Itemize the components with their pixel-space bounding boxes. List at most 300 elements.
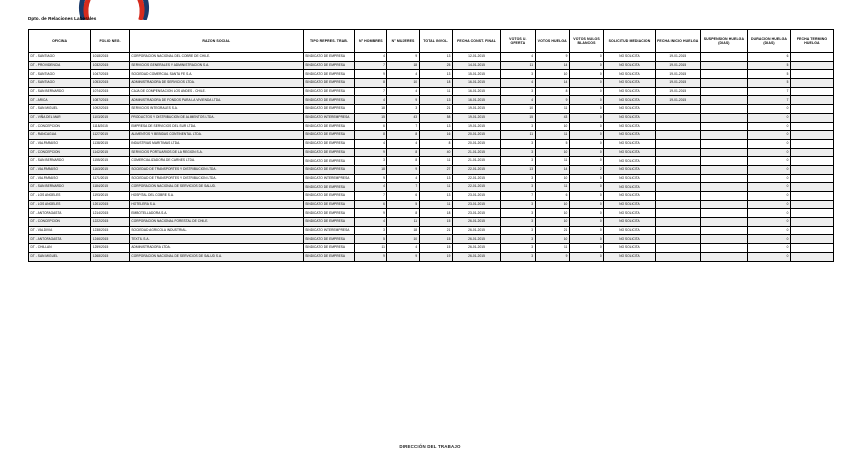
cell-razon: SOCIEDAD COMERCIAL SANTA FE S.A. (129, 70, 303, 79)
cell-hombres: 6 (355, 122, 387, 131)
cell-fecha_ini: 19-01-2015 (655, 96, 700, 105)
cell-votos_of: 15 (501, 113, 535, 122)
cell-oficina: DT - ARICA (29, 96, 91, 105)
cell-mujeres: 4 (387, 139, 419, 148)
cell-tipo: SINDICATO DE EMPRESA (303, 200, 355, 209)
cell-folio: 1193/2015 (91, 192, 130, 201)
cell-votos_nul: 0 (569, 235, 603, 244)
cell-hombres: 18 (355, 165, 387, 174)
cell-tipo: SINDICATO INTEREMPRESA (303, 226, 355, 235)
cell-tipo: SINDICATO INTEREMPRESA (303, 174, 355, 183)
cell-duracion: 0 (748, 105, 791, 114)
cell-total: 19 (419, 252, 452, 261)
cell-hombres: 8 (355, 79, 387, 88)
cell-folio: 1142/2015 (91, 148, 130, 157)
cell-votos_of: 3 (501, 200, 535, 209)
cell-mujeres: 6 (387, 192, 419, 201)
cell-total: 11 (419, 157, 452, 166)
cell-mujeres: 9 (387, 53, 419, 62)
cell-fecha_ini (655, 131, 700, 140)
cell-votos_nul: 0 (569, 157, 603, 166)
table-row[interactable] (29, 165, 834, 174)
cell-fecha_term (790, 200, 833, 209)
cell-total: 13 (419, 122, 452, 131)
cell-suspension (700, 209, 747, 218)
cell-duracion: 0 (748, 131, 791, 140)
cell-total: 21 (419, 226, 452, 235)
cell-folio: 1138/2015 (91, 139, 130, 148)
cell-duracion: 0 (748, 165, 791, 174)
cell-total: 13 (419, 192, 452, 201)
cell-duracion: 5 (748, 61, 791, 70)
cell-fecha_ini (655, 183, 700, 192)
cell-razon: ADMINISTRADORA DE SERVICIOS LTDA. (129, 79, 303, 88)
cell-votos_nul: 0 (569, 131, 603, 140)
cell-total: 13 (419, 96, 452, 105)
cell-fecha_term (790, 131, 833, 140)
cell-mujeres: 18 (387, 61, 419, 70)
cell-votos_of: 3 (501, 183, 535, 192)
cell-oficina: DT - VALPARAISO (29, 174, 91, 183)
cell-fecha_ini (655, 218, 700, 227)
cell-fecha_ini: 19-01-2015 (655, 53, 700, 62)
cell-solicitud: NO SOLICITA (604, 218, 656, 227)
cell-votos_hu: 10 (535, 70, 569, 79)
cell-oficina: DT - SAN MIGUEL (29, 105, 91, 114)
cell-razon: CAJA DE COMPENSACION LOS ANDES - CHILE. (129, 87, 303, 96)
cell-tipo: SINDICATO DE EMPRESA (303, 183, 355, 192)
cell-total: 18 (419, 209, 452, 218)
cell-fecha_const: 20-01-2015 (452, 139, 500, 148)
cell-fecha_ini (655, 148, 700, 157)
cell-tipo: SINDICATO DE EMPRESA (303, 87, 355, 96)
cell-razon: SERVICIOS GENERALES Y ADMINISTRACION S.A. (129, 61, 303, 70)
cell-solicitud: NO SOLICITA (604, 165, 656, 174)
cell-duracion: 0 (748, 218, 791, 227)
cell-solicitud: NO SOLICITA (604, 200, 656, 209)
cell-duracion: 6 (748, 53, 791, 62)
cell-mujeres: 10 (387, 79, 419, 88)
cell-oficina: DT - VALDIVIA (29, 226, 91, 235)
cell-solicitud: NO SOLICITA (604, 226, 656, 235)
cell-votos_nul: 0 (569, 79, 603, 88)
cell-fecha_term (790, 174, 833, 183)
cell-solicitud: NO SOLICITA (604, 87, 656, 96)
cell-oficina: DT - SAN BERNARDO (29, 87, 91, 96)
cell-oficina: DT - CONCEPCION (29, 122, 91, 131)
cell-suspension (700, 96, 747, 105)
table-row[interactable] (29, 96, 834, 105)
cell-tipo: SINDICATO DE EMPRESA (303, 70, 355, 79)
cell-solicitud: NO SOLICITA (604, 174, 656, 183)
cell-votos_nul: 0 (569, 244, 603, 253)
cell-mujeres: 9 (387, 96, 419, 105)
cell-fecha_const: 26-01-2015 (452, 244, 500, 253)
cell-votos_nul: 0 (569, 113, 603, 122)
cell-fecha_ini: 19-01-2015 (655, 87, 700, 96)
cell-mujeres: 9 (387, 165, 419, 174)
cell-oficina: DT - CHILLAN (29, 244, 91, 253)
cell-votos_hu: 21 (535, 226, 569, 235)
cell-votos_hu: 11 (535, 183, 569, 192)
column-header-fecha_const: FECHA CONST. FINAL (452, 30, 500, 53)
cell-duracion: 0 (748, 139, 791, 148)
cell-total: 40 (419, 148, 452, 157)
cell-folio: 1103/2015 (91, 113, 130, 122)
cell-votos_nul: 0 (569, 122, 603, 131)
cell-duracion: 7 (748, 96, 791, 105)
cell-votos_hu: 11 (535, 157, 569, 166)
cell-duracion: 0 (748, 209, 791, 218)
cell-tipo: SINDICATO DE EMPRESA (303, 53, 355, 62)
cell-votos_hu: 14 (535, 61, 569, 70)
table-body (29, 53, 834, 262)
cell-fecha_const: 21-01-2015 (452, 157, 500, 166)
cell-votos_hu: 10 (535, 148, 569, 157)
cell-fecha_ini: 19-01-2015 (655, 70, 700, 79)
table-row[interactable] (29, 131, 834, 140)
cell-oficina: DT - SANTIAGO (29, 70, 91, 79)
cell-folio: 1163/2015 (91, 165, 130, 174)
table-row[interactable] (29, 252, 834, 261)
cell-fecha_const: 22-01-2015 (452, 174, 500, 183)
cell-votos_nul: 0 (569, 174, 603, 183)
cell-fecha_ini (655, 105, 700, 114)
cell-hombres: 3 (355, 226, 387, 235)
table-row[interactable] (29, 61, 834, 70)
table-row[interactable] (29, 79, 834, 88)
cell-folio: 1118/2015 (91, 122, 130, 131)
cell-fecha_ini (655, 244, 700, 253)
cell-solicitud: NO SOLICITA (604, 105, 656, 114)
cell-votos_of: 4 (501, 53, 535, 62)
cell-tipo: SINDICATO DE EMPRESA (303, 96, 355, 105)
column-header-oficina: OFICINA (29, 30, 91, 53)
cell-total: 15 (419, 235, 452, 244)
cell-solicitud: NO SOLICITA (604, 209, 656, 218)
cell-fecha_term (790, 61, 833, 70)
cell-votos_hu: 11 (535, 131, 569, 140)
cell-razon: CORPORACION NACIONAL FORESTAL DE CHILE. (129, 218, 303, 227)
column-header-duracion: DURACION HUELGA (DIAS) (748, 30, 791, 53)
cell-hombres: 9 (355, 209, 387, 218)
cell-tipo: SINDICATO DE EMPRESA (303, 165, 355, 174)
cell-fecha_const: 21-01-2015 (452, 148, 500, 157)
cell-razon: INDUSTRIAS MARITIMAS LTDA. (129, 139, 303, 148)
cell-tipo: SINDICATO DE EMPRESA (303, 79, 355, 88)
cell-hombres: 7 (355, 87, 387, 96)
cell-folio: 1184/2015 (91, 183, 130, 192)
cell-mujeres: 9 (387, 252, 419, 261)
cell-duracion: 0 (748, 192, 791, 201)
cell-folio: 1053/2015 (91, 79, 130, 88)
cell-tipo: SINDICATO DE EMPRESA (303, 139, 355, 148)
cell-razon: COMERCIALIZADORA DE CARNES LTDA. (129, 157, 303, 166)
cell-tipo: SINDICATO DE EMPRESA (303, 157, 355, 166)
table-row[interactable] (29, 53, 834, 62)
column-header-razon: RAZON SOCIAL (129, 30, 303, 53)
table-row[interactable] (29, 226, 834, 235)
cell-duracion: 0 (748, 148, 791, 157)
cell-suspension (700, 87, 747, 96)
table-row[interactable] (29, 200, 834, 209)
cell-oficina: DT - PROVIDENCIA (29, 61, 91, 70)
cell-tipo: SINDICATO DE EMPRESA (303, 235, 355, 244)
cell-folio: 1238/2015 (91, 226, 130, 235)
cell-solicitud: NO SOLICITA (604, 122, 656, 131)
cell-solicitud: NO SOLICITA (604, 113, 656, 122)
cell-oficina: DT - VALPARAISO (29, 139, 91, 148)
page-header (0, 0, 860, 26)
cell-tipo: SINDICATO DE EMPRESA (303, 61, 355, 70)
cell-duracion: 5 (748, 79, 791, 88)
cell-fecha_ini: 19-01-2015 (655, 61, 700, 70)
cell-duracion: 0 (748, 174, 791, 183)
table-row[interactable] (29, 139, 834, 148)
table-row[interactable] (29, 157, 834, 166)
negotiations-report-table (28, 29, 834, 262)
cell-folio: 1087/2015 (91, 96, 130, 105)
table-row[interactable] (29, 70, 834, 79)
cell-suspension (700, 244, 747, 253)
cell-duracion: 0 (748, 113, 791, 122)
cell-fecha_term (790, 165, 833, 174)
cell-hombres: 9 (355, 174, 387, 183)
cell-votos_nul: 0 (569, 139, 603, 148)
table-row[interactable] (29, 235, 834, 244)
cell-votos_hu: 9 (535, 252, 569, 261)
cell-duracion: 0 (748, 244, 791, 253)
cell-fecha_term (790, 139, 833, 148)
cell-votos_hu: 10 (535, 200, 569, 209)
table-row[interactable] (29, 218, 834, 227)
cell-duracion: 0 (748, 183, 791, 192)
cell-votos_hu: 14 (535, 79, 569, 88)
table-row[interactable] (29, 192, 834, 201)
cell-hombres: 4 (355, 96, 387, 105)
cell-votos_of: 3 (501, 244, 535, 253)
cell-mujeres: 3 (387, 105, 419, 114)
cell-votos_nul: 2 (569, 165, 603, 174)
cell-suspension (700, 252, 747, 261)
cell-folio: 1259/2015 (91, 244, 130, 253)
column-header-suspension: SUSPENSION HUELGA (DIAS) (700, 30, 747, 53)
table-row[interactable] (29, 244, 834, 253)
cell-total: 13 (419, 53, 452, 62)
cell-votos_hu: 43 (535, 113, 569, 122)
cell-fecha_term (790, 148, 833, 157)
column-header-tipo: TIPO REPRES. TRAB. (303, 30, 355, 53)
cell-oficina: DT - SAN BERNARDO (29, 183, 91, 192)
cell-votos_nul: 0 (569, 96, 603, 105)
cell-votos_of: 3 (501, 218, 535, 227)
cell-duracion: 5 (748, 70, 791, 79)
cell-votos_nul: 0 (569, 218, 603, 227)
cell-solicitud: NO SOLICITA (604, 192, 656, 201)
cell-hombres: 15 (355, 113, 387, 122)
cell-fecha_ini (655, 157, 700, 166)
cell-suspension (700, 70, 747, 79)
cell-razon: HOTELERA S.A. (129, 200, 303, 209)
column-header-hombres: N° HOMBRES (355, 30, 387, 53)
cell-hombres: 9 (355, 148, 387, 157)
cell-suspension (700, 53, 747, 62)
cell-hombres: 7 (355, 61, 387, 70)
cell-razon: CORPORACION NACIONAL DE SERVICIOS DE SALUD S.A. (129, 252, 303, 261)
cell-razon: CORPORACION NACIONAL DE SERVICIOS DE SALUD. (129, 183, 303, 192)
cell-votos_nul: 0 (569, 252, 603, 261)
cell-duracion: 0 (748, 200, 791, 209)
cell-fecha_const: 19-01-2015 (452, 113, 500, 122)
cell-fecha_ini (655, 122, 700, 131)
cell-votos_of: 3 (501, 139, 535, 148)
cell-fecha_ini (655, 192, 700, 201)
cell-total: 11 (419, 87, 452, 96)
cell-votos_nul: 0 (569, 53, 603, 62)
cell-tipo: SINDICATO INTEREMPRESA (303, 113, 355, 122)
cell-duracion: 0 (748, 122, 791, 131)
cell-solicitud: NO SOLICITA (604, 53, 656, 62)
cell-duracion: 0 (748, 235, 791, 244)
cell-razon: ADMINISTRADORA DE FONDOS PARA LA VIVIENDA LTDA. (129, 96, 303, 105)
cell-fecha_const: 23-01-2015 (452, 192, 500, 201)
cell-hombres: 4 (355, 53, 387, 62)
cell-folio: 1268/2015 (91, 252, 130, 261)
cell-oficina: DT - ANTOFAGASTA (29, 209, 91, 218)
cell-hombres: 18 (355, 105, 387, 114)
cell-total: 21 (419, 105, 452, 114)
cell-mujeres: 4 (387, 244, 419, 253)
cell-votos_hu: 10 (535, 235, 569, 244)
cell-votos_hu: 10 (535, 209, 569, 218)
cell-total: 11 (419, 200, 452, 209)
cell-razon: ADMINISTRADORA LTDA. (129, 244, 303, 253)
cell-fecha_term (790, 192, 833, 201)
cell-solicitud: NO SOLICITA (604, 148, 656, 157)
cell-tipo: SINDICATO DE EMPRESA (303, 218, 355, 227)
cell-tipo: SINDICATO DE EMPRESA (303, 209, 355, 218)
cell-fecha_const: 16-01-2015 (452, 96, 500, 105)
cell-suspension (700, 122, 747, 131)
cell-mujeres: 8 (387, 131, 419, 140)
table-row[interactable] (29, 209, 834, 218)
table-row[interactable] (29, 87, 834, 96)
cell-votos_of: 3 (501, 174, 535, 183)
cell-hombres: 8 (355, 131, 387, 140)
table-row[interactable] (29, 148, 834, 157)
table-row[interactable] (29, 174, 834, 183)
cell-suspension (700, 218, 747, 227)
cell-folio: 1032/2015 (91, 61, 130, 70)
cell-fecha_term (790, 218, 833, 227)
cell-hombres: 4 (355, 139, 387, 148)
cell-votos_of: 3 (501, 226, 535, 235)
cell-votos_hu: 9 (535, 96, 569, 105)
table-row[interactable] (29, 105, 834, 114)
cell-suspension (700, 200, 747, 209)
cell-votos_nul: 0 (569, 70, 603, 79)
cell-fecha_const: 19-01-2015 (452, 105, 500, 114)
table-row[interactable] (29, 113, 834, 122)
cell-fecha_const: 26-01-2015 (452, 235, 500, 244)
cell-folio: 1074/2015 (91, 87, 130, 96)
table-row[interactable] (29, 183, 834, 192)
table-header-row (29, 30, 834, 53)
cell-mujeres: 4 (387, 87, 419, 96)
cell-solicitud: NO SOLICITA (604, 131, 656, 140)
cell-votos_of: 3 (501, 157, 535, 166)
cell-total: 15 (419, 218, 452, 227)
cell-fecha_term (790, 226, 833, 235)
column-header-mujeres: N° MUJERES (387, 30, 419, 53)
cell-votos_nul: 0 (569, 87, 603, 96)
cell-folio: 1214/2015 (91, 209, 130, 218)
column-header-votos_nul: VOTOS NULOS BLANCOS (569, 30, 603, 53)
cell-votos_nul: 0 (569, 209, 603, 218)
cell-razon: EMBOTELLADORA S.A. (129, 209, 303, 218)
cell-tipo: SINDICATO DE EMPRESA (303, 131, 355, 140)
cell-fecha_term (790, 209, 833, 218)
cell-hombres: 5 (355, 235, 387, 244)
cell-duracion: 0 (748, 252, 791, 261)
cell-folio: 1127/2015 (91, 131, 130, 140)
cell-fecha_ini (655, 226, 700, 235)
cell-suspension (700, 131, 747, 140)
cell-razon: CORPORACION NACIONAL DEL COBRE DE CHILE. (129, 53, 303, 62)
cell-fecha_term (790, 235, 833, 244)
cell-fecha_const: 22-01-2015 (452, 165, 500, 174)
cell-razon: SERVICIOS PORTUARIOS DE LA REGION S.A. (129, 148, 303, 157)
cell-votos_hu: 8 (535, 87, 569, 96)
cell-folio: 1047/2015 (91, 70, 130, 79)
cell-fecha_const: 15-01-2015 (452, 70, 500, 79)
cell-fecha_term (790, 157, 833, 166)
cell-oficina: DT - LOS ANGELES (29, 192, 91, 201)
cell-fecha_term (790, 183, 833, 192)
cell-solicitud: NO SOLICITA (604, 235, 656, 244)
cell-votos_of: 3 (501, 148, 535, 157)
cell-hombres: 6 (355, 200, 387, 209)
cell-suspension (700, 157, 747, 166)
cell-duracion: 7 (748, 87, 791, 96)
column-header-fecha_term: FECHA TERMINO HUELGA (790, 30, 833, 53)
cell-mujeres: 4 (387, 70, 419, 79)
cell-fecha_const: 22-01-2015 (452, 183, 500, 192)
cell-votos_nul: 0 (569, 148, 603, 157)
cell-total: 13 (419, 70, 452, 79)
cell-hombres: 9 (355, 252, 387, 261)
cell-votos_hu: 6 (535, 192, 569, 201)
cell-fecha_const: 26-01-2015 (452, 252, 500, 261)
cell-votos_of: 3 (501, 235, 535, 244)
cell-duracion: 0 (748, 157, 791, 166)
cell-hombres: 7 (355, 192, 387, 201)
table-row[interactable] (29, 122, 834, 131)
cell-mujeres: 43 (387, 113, 419, 122)
cell-razon: SOCIEDAD DE TRANSPORTES Y DISTRIBUCION LTDA. (129, 174, 303, 183)
cell-folio: 1222/2015 (91, 218, 130, 227)
cell-fecha_ini (655, 252, 700, 261)
cell-votos_hu: 5 (535, 139, 569, 148)
cell-fecha_const: 14-01-2015 (452, 61, 500, 70)
cell-folio: 1171/2015 (91, 174, 130, 183)
cell-votos_of: 3 (501, 87, 535, 96)
cell-votos_of: 3 (501, 252, 535, 261)
cell-hombres: 3 (355, 157, 387, 166)
cell-votos_of: 11 (501, 131, 535, 140)
cell-votos_nul: 0 (569, 226, 603, 235)
cell-suspension (700, 61, 747, 70)
